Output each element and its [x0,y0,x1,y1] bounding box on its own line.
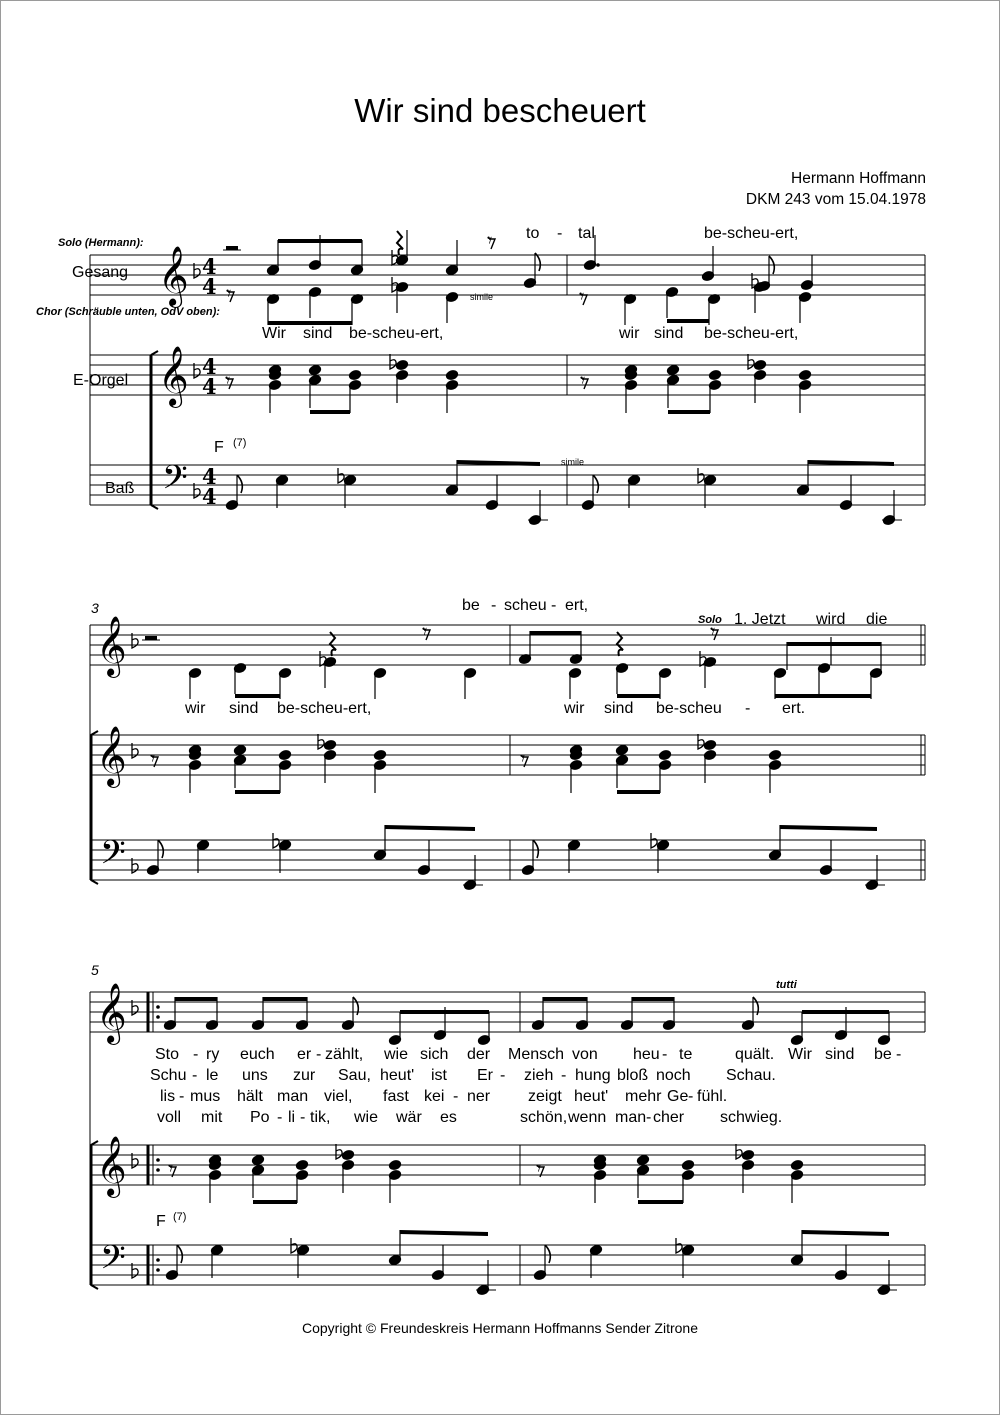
lyric-syllable: quält. [735,1046,775,1063]
eighth-rest: 𝄾 [487,228,493,252]
lyric-syllable: te [679,1046,693,1063]
beam [632,997,674,1001]
note-head [233,744,246,755]
note-head [703,739,716,750]
note-head [295,1159,308,1170]
lyric-syllable: mit [201,1109,223,1126]
quarter-rest [330,632,336,656]
lyric-syllable: hung [575,1067,611,1084]
bass-clef: 𝄢 [162,459,188,505]
lyric-syllable: Sto [155,1046,180,1063]
beam [667,319,709,323]
beam [235,694,280,698]
lyric-syllable: man [277,1088,309,1105]
beam [278,239,362,243]
copyright: Copyright © Freundeskreis Hermann Hoffmanns Sender Zitrone [301,1320,698,1336]
note-head [741,1149,754,1160]
lyric-syllable: Sau, [338,1067,371,1084]
eighth-rest: 𝄾 [168,1156,174,1180]
choir-lyrics [184,700,805,717]
lyric-syllable: noch [656,1067,691,1084]
lyric-syllable: - [561,1067,567,1084]
lyric-syllable: be [462,597,480,614]
lyric-syllable: Er [477,1067,493,1084]
note-head [348,369,361,380]
source-info: DKM 243 vom 15.04.1978 [745,191,926,208]
simile-mark: simile [561,457,585,467]
lyric-syllable: fast [383,1088,409,1105]
solo-lyrics [462,597,887,628]
lyric-syllable: mehr [625,1088,662,1105]
lyric-syllable: sich [420,1046,449,1063]
treble-clef: 𝄞 [96,616,127,676]
lyric-syllable: - [646,1109,652,1126]
lyric-syllable: le [206,1067,219,1084]
lyric-syllable: - [453,1088,459,1105]
treble-clef: 𝄞 [96,983,127,1043]
dot [156,1168,160,1172]
beam [530,631,581,635]
simile-mark: simile [470,292,494,302]
lyric-syllable: - [896,1046,902,1063]
flat-sign [736,1144,742,1159]
system-bracket [151,351,158,355]
note-head [395,359,408,370]
note-head [373,749,386,760]
lyric-syllable: tik, [310,1109,331,1126]
note-head [445,369,458,380]
treble-clef: 𝄞 [96,726,127,786]
lyric-syllable: - [745,700,751,717]
note-head [636,1154,649,1165]
lyric-syllable: zeigt [528,1088,562,1105]
lyric-syllable: es [440,1109,457,1126]
lyric-syllable: be-scheu-ert, [277,700,372,717]
beam [543,997,587,1001]
lyric-syllable: zieh [524,1067,554,1084]
flat-sign [748,354,754,369]
solo-marking: Solo [698,614,722,626]
flag [593,475,598,493]
dot [156,1268,160,1272]
verse-3 [160,1088,727,1105]
tutti-marking: tutti [776,979,797,991]
lyric-syllable: be-scheu-ert, [704,225,799,242]
lyric-syllable: er [297,1046,312,1063]
lyric-syllable: - [277,1109,283,1126]
measure-number: 5 [91,962,99,978]
verse-4 [157,1109,782,1126]
eighth-rest: 𝄾 [422,619,428,643]
lyric-syllable: sind [825,1046,855,1063]
lyric-syllable: wie [354,1109,379,1126]
lyric-syllable: heu [633,1046,660,1063]
flat-sign [318,734,324,749]
lyric-syllable: heut' [380,1067,415,1084]
half-rest [145,636,157,640]
chord-sup: (7) [233,437,247,449]
lyric-syllable: wir [564,700,585,717]
chord-symbol: F [214,439,224,456]
beam [400,1230,488,1236]
note-head [615,744,628,755]
lyric-syllable: ert, [565,597,589,614]
lyric-syllable: li [288,1109,296,1126]
lyric-syllable: Po [250,1109,270,1126]
system-bracket [151,505,158,509]
lyric-syllable: wird [816,611,846,628]
verse-1 [155,1046,901,1063]
lyric-syllable: Wir [788,1046,812,1063]
lyric-syllable: wir [185,700,206,717]
solo-label: Solo (Hermann): [58,237,144,249]
lyric-syllable: der [467,1046,491,1063]
lyric-syllable: - [192,1067,198,1084]
beam [802,1230,889,1236]
lyric-syllable: sind [303,325,333,342]
lyric-syllable: wir [619,325,640,342]
lyric-syllable: fühl. [697,1088,728,1105]
dot [156,1015,160,1019]
eighth-rest: 𝄾 [580,368,586,392]
verse-2 [150,1067,776,1084]
note-head [658,749,671,760]
flag [158,840,163,858]
lyric-syllable: Ge [667,1088,689,1105]
lyric-syllable: scheu [504,597,547,614]
bass-clef: 𝄢 [100,834,126,880]
composer-name: Hermann Hoffmann [791,170,926,187]
lyric-syllable: 1. Jetzt [734,611,786,628]
lyric-syllable: be-scheu-ert, [704,325,799,342]
beam [268,321,352,325]
lyric-syllable: zur [293,1067,316,1084]
bass-clef: 𝄢 [100,1239,126,1285]
measure-number: 3 [91,600,99,616]
beam [775,694,871,698]
lyric-syllable: ner [467,1088,491,1105]
beam [385,825,475,831]
dot [596,263,600,267]
lyric-syllable: uns [242,1067,268,1084]
lyric-syllable: man [615,1109,647,1126]
time-signature: 4 [202,254,217,279]
eighth-rest: 𝄾 [710,619,716,643]
lyric-syllable: Schu [150,1067,187,1084]
note-head [388,1159,401,1170]
lyric-syllable: to [526,225,540,242]
lyric-syllable: sind [654,325,684,342]
lyric-syllable: mus [190,1088,221,1105]
note-head [666,364,679,375]
beam [668,410,710,414]
flat-sign [698,734,704,749]
solo-lyrics [526,225,798,242]
notation [90,228,925,1296]
lyric-syllable: ert. [782,700,806,717]
note-head [708,369,721,380]
note-head [798,369,811,380]
flag [177,1245,182,1263]
quarter-rest [617,632,623,656]
flag [237,475,242,493]
chord-sup: (7) [173,1211,187,1223]
note-head [341,1149,354,1160]
treble-clef: 𝄞 [158,246,189,306]
lyric-syllable: viel, [324,1088,353,1105]
quarter-rest [397,231,403,255]
beam [400,1010,489,1014]
dot [156,1005,160,1009]
time-signature: 4 [202,464,217,489]
lyric-syllable: - [491,597,497,614]
lyric-syllable: euch [240,1046,275,1063]
note-head [753,359,766,370]
lyric-syllable: Wir [262,325,286,342]
lyric-syllable: sind [229,700,259,717]
beam [617,790,660,794]
lyric-syllable: heut' [574,1088,609,1105]
lyric-syllable: hält [237,1088,263,1105]
staff-label-bass: Baß [105,480,135,497]
lyric-syllable: wenn [568,1109,607,1126]
beam [638,1200,683,1204]
lyric-syllable: zählt, [325,1046,364,1063]
flag [535,253,540,271]
lyric-syllable: cher [653,1109,685,1126]
lyric-syllable: Schau. [726,1067,776,1084]
lyric-syllable: be-scheu-ert, [349,325,444,342]
dot [156,1158,160,1162]
lyric-syllable: von [572,1046,598,1063]
beam [802,1010,889,1014]
beam [787,642,881,646]
dot [156,1258,160,1262]
staff-label-gesang: Gesang [72,264,129,281]
lyric-syllable: - [662,1046,668,1063]
eighth-rest: 𝄾 [226,281,232,305]
note-head [278,749,291,760]
lyric-syllable: die [866,611,888,628]
lyric-syllable: wie [384,1046,409,1063]
lyric-syllable: - [193,1046,199,1063]
page-title: Wir sind bescheuert [354,92,646,129]
beam [175,997,217,1001]
choir-lyrics [262,325,798,342]
lyric-syllable: sind [604,700,634,717]
note-head [308,364,321,375]
time-signature: 4 [202,374,217,399]
beam [235,790,280,794]
system-bracket [91,1285,98,1289]
lyric-syllable: - [316,1046,322,1063]
lyric-syllable: - [179,1088,185,1105]
eighth-rest: 𝄾 [225,368,231,392]
note-head [790,1159,803,1170]
lyric-syllable: kei [424,1088,445,1105]
lyric-syllable: be-scheu [656,700,722,717]
treble-clef: 𝄞 [158,346,189,406]
half-rest [226,246,238,250]
staff-label-orgel: E-Orgel [73,372,129,389]
lyric-syllable: schön, [520,1109,568,1126]
time-signature: 4 [202,354,217,379]
flat-sign [390,354,396,369]
lyric-syllable: ry [206,1046,220,1063]
note-head [251,1154,264,1165]
beam [253,1200,297,1204]
beam [263,997,307,1001]
eighth-rest: 𝄾 [520,746,526,770]
flag [533,840,538,858]
lyric-syllable: bloß [617,1067,649,1084]
lyric-syllable: - [551,597,557,614]
lyric-syllable: - [300,1109,306,1126]
beam [310,410,350,414]
flag [545,1245,550,1263]
chor-label: Chor (Schräuble unten, OdV oben): [36,306,220,318]
beam [617,694,660,698]
note-head [768,749,781,760]
note-head [681,1159,694,1170]
time-signature: 4 [202,484,217,509]
lyric-syllable: voll [157,1109,182,1126]
eighth-rest: 𝄾 [579,284,585,308]
lyric-syllable: - [688,1088,694,1105]
eighth-rest: 𝄾 [150,746,156,770]
time-signature: 4 [202,274,217,299]
lyric-syllable: - [557,225,563,242]
eighth-rest: 𝄾 [536,1156,542,1180]
flat-sign [336,1144,342,1159]
note-head [323,739,336,750]
lyric-syllable: be [874,1046,892,1063]
treble-clef: 𝄞 [96,1136,127,1196]
chord-symbol: F [156,1213,166,1230]
lyric-syllable: schwieg. [720,1109,783,1126]
lyric-syllable: - [500,1067,506,1084]
system-bracket [91,880,98,884]
lyric-syllable: ist [431,1067,447,1084]
lyric-syllable: wär [396,1109,422,1126]
beam [780,825,877,831]
lyric-syllable: lis [160,1088,176,1105]
lyric-syllable: Mensch [508,1046,565,1063]
lyric-syllable: tal [578,225,595,242]
